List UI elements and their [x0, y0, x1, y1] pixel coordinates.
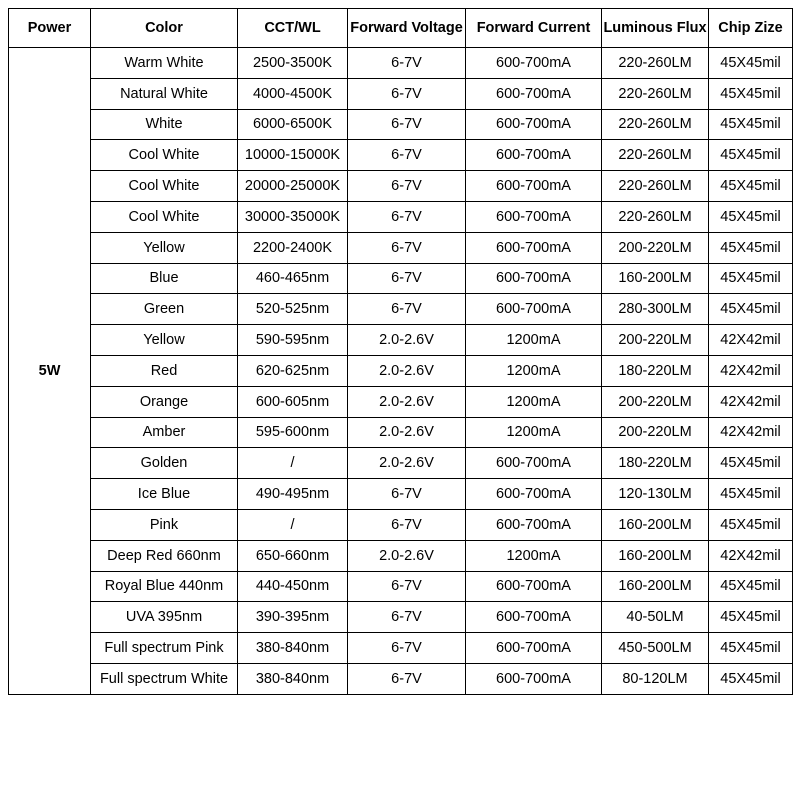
table-row: [9, 294, 793, 325]
chip-size-cell: 42X42mil: [709, 325, 793, 356]
cct-wl-cell: 460-465nm: [238, 263, 348, 294]
chip-size-cell: 45X45mil: [709, 232, 793, 263]
color-cell: Warm White: [91, 48, 238, 79]
forward-voltage-cell: 6-7V: [348, 294, 466, 325]
cct-wl-cell: 600-605nm: [238, 386, 348, 417]
color-cell: White: [91, 109, 238, 140]
cct-wl-cell: 520-525nm: [238, 294, 348, 325]
header-color: Color: [91, 9, 238, 48]
forward-current-cell: 600-700mA: [466, 571, 602, 602]
forward-voltage-cell: 6-7V: [348, 48, 466, 79]
cct-wl-cell: 30000-35000K: [238, 201, 348, 232]
forward-voltage-cell: 6-7V: [348, 571, 466, 602]
forward-voltage-cell: 6-7V: [348, 602, 466, 633]
color-cell: Cool White: [91, 171, 238, 202]
color-cell: Golden: [91, 448, 238, 479]
luminous-flux-cell: 180-220LM: [602, 355, 709, 386]
table-header: [9, 9, 793, 48]
table-row: [9, 509, 793, 540]
header-power: Power: [9, 9, 91, 48]
cct-wl-cell: 490-495nm: [238, 479, 348, 510]
table-row: [9, 325, 793, 356]
forward-current-cell: 600-700mA: [466, 78, 602, 109]
table-row: [9, 417, 793, 448]
color-cell: Pink: [91, 509, 238, 540]
cct-wl-cell: 620-625nm: [238, 355, 348, 386]
forward-current-cell: 1200mA: [466, 386, 602, 417]
cct-wl-cell: 4000-4500K: [238, 78, 348, 109]
chip-size-cell: 45X45mil: [709, 571, 793, 602]
table-row: [9, 48, 793, 79]
luminous-flux-cell: 200-220LM: [602, 232, 709, 263]
table-row: [9, 78, 793, 109]
forward-current-cell: 1200mA: [466, 355, 602, 386]
forward-voltage-cell: 6-7V: [348, 78, 466, 109]
forward-current-cell: 1200mA: [466, 417, 602, 448]
forward-current-cell: 600-700mA: [466, 479, 602, 510]
color-cell: Royal Blue 440nm: [91, 571, 238, 602]
table-row: [9, 386, 793, 417]
chip-size-cell: 45X45mil: [709, 479, 793, 510]
cct-wl-cell: 20000-25000K: [238, 171, 348, 202]
forward-voltage-cell: 6-7V: [348, 479, 466, 510]
forward-current-cell: 1200mA: [466, 540, 602, 571]
color-cell: Orange: [91, 386, 238, 417]
chip-size-cell: 45X45mil: [709, 633, 793, 664]
table-row: [9, 171, 793, 202]
table-row: [9, 479, 793, 510]
color-cell: Amber: [91, 417, 238, 448]
header-cct-wl: CCT/WL: [238, 9, 348, 48]
forward-voltage-cell: 2.0-2.6V: [348, 417, 466, 448]
chip-size-cell: 45X45mil: [709, 140, 793, 171]
forward-current-cell: 600-700mA: [466, 48, 602, 79]
header-row: [9, 9, 793, 48]
chip-size-cell: 45X45mil: [709, 448, 793, 479]
cct-wl-cell: /: [238, 448, 348, 479]
color-cell: Ice Blue: [91, 479, 238, 510]
color-cell: Deep Red 660nm: [91, 540, 238, 571]
luminous-flux-cell: 160-200LM: [602, 263, 709, 294]
chip-size-cell: 45X45mil: [709, 663, 793, 694]
header-chip-size: Chip Zize: [709, 9, 793, 48]
chip-size-cell: 45X45mil: [709, 263, 793, 294]
forward-current-cell: 600-700mA: [466, 633, 602, 664]
forward-voltage-cell: 6-7V: [348, 232, 466, 263]
forward-voltage-cell: 6-7V: [348, 140, 466, 171]
color-cell: Green: [91, 294, 238, 325]
forward-voltage-cell: 6-7V: [348, 171, 466, 202]
color-cell: UVA 395nm: [91, 602, 238, 633]
table-row: [9, 201, 793, 232]
chip-size-cell: 42X42mil: [709, 386, 793, 417]
forward-current-cell: 600-700mA: [466, 448, 602, 479]
chip-size-cell: 45X45mil: [709, 48, 793, 79]
forward-current-cell: 600-700mA: [466, 294, 602, 325]
chip-size-cell: 45X45mil: [709, 109, 793, 140]
forward-current-cell: 600-700mA: [466, 602, 602, 633]
chip-size-cell: 45X45mil: [709, 171, 793, 202]
cct-wl-cell: 595-600nm: [238, 417, 348, 448]
led-spec-table: [8, 8, 793, 695]
color-cell: Full spectrum White: [91, 663, 238, 694]
luminous-flux-cell: 160-200LM: [602, 540, 709, 571]
forward-current-cell: 1200mA: [466, 325, 602, 356]
chip-size-cell: 45X45mil: [709, 294, 793, 325]
luminous-flux-cell: 280-300LM: [602, 294, 709, 325]
color-cell: Red: [91, 355, 238, 386]
luminous-flux-cell: 220-260LM: [602, 201, 709, 232]
luminous-flux-cell: 160-200LM: [602, 571, 709, 602]
forward-current-cell: 600-700mA: [466, 109, 602, 140]
chip-size-cell: 45X45mil: [709, 602, 793, 633]
forward-current-cell: 600-700mA: [466, 663, 602, 694]
forward-current-cell: 600-700mA: [466, 509, 602, 540]
cct-wl-cell: 590-595nm: [238, 325, 348, 356]
cct-wl-cell: /: [238, 509, 348, 540]
chip-size-cell: 45X45mil: [709, 509, 793, 540]
forward-current-cell: 600-700mA: [466, 140, 602, 171]
luminous-flux-cell: 40-50LM: [602, 602, 709, 633]
forward-voltage-cell: 6-7V: [348, 201, 466, 232]
luminous-flux-cell: 200-220LM: [602, 325, 709, 356]
table-row: [9, 663, 793, 694]
luminous-flux-cell: 220-260LM: [602, 48, 709, 79]
cct-wl-cell: 380-840nm: [238, 633, 348, 664]
color-cell: Cool White: [91, 140, 238, 171]
power-cell: 5W: [9, 48, 91, 695]
forward-current-cell: 600-700mA: [466, 263, 602, 294]
forward-current-cell: 600-700mA: [466, 201, 602, 232]
luminous-flux-cell: 160-200LM: [602, 509, 709, 540]
cct-wl-cell: 440-450nm: [238, 571, 348, 602]
chip-size-cell: 45X45mil: [709, 201, 793, 232]
table-row: [9, 232, 793, 263]
header-forward-current: Forward Current: [466, 9, 602, 48]
forward-voltage-cell: 2.0-2.6V: [348, 448, 466, 479]
luminous-flux-cell: 220-260LM: [602, 109, 709, 140]
forward-voltage-cell: 6-7V: [348, 509, 466, 540]
color-cell: Full spectrum Pink: [91, 633, 238, 664]
cct-wl-cell: 2200-2400K: [238, 232, 348, 263]
forward-voltage-cell: 2.0-2.6V: [348, 540, 466, 571]
cct-wl-cell: 6000-6500K: [238, 109, 348, 140]
forward-current-cell: 600-700mA: [466, 232, 602, 263]
cct-wl-cell: 390-395nm: [238, 602, 348, 633]
luminous-flux-cell: 200-220LM: [602, 386, 709, 417]
table-body: [9, 48, 793, 695]
forward-voltage-cell: 2.0-2.6V: [348, 386, 466, 417]
table-row: [9, 571, 793, 602]
cct-wl-cell: 380-840nm: [238, 663, 348, 694]
header-luminous-flux: Luminous Flux: [602, 9, 709, 48]
table-row: [9, 355, 793, 386]
table-row: [9, 448, 793, 479]
color-cell: Yellow: [91, 232, 238, 263]
forward-voltage-cell: 6-7V: [348, 109, 466, 140]
forward-voltage-cell: 6-7V: [348, 263, 466, 294]
table-row: [9, 540, 793, 571]
luminous-flux-cell: 120-130LM: [602, 479, 709, 510]
cct-wl-cell: 2500-3500K: [238, 48, 348, 79]
color-cell: Natural White: [91, 78, 238, 109]
chip-size-cell: 42X42mil: [709, 355, 793, 386]
table-row: [9, 602, 793, 633]
table-row: [9, 140, 793, 171]
color-cell: Yellow: [91, 325, 238, 356]
table-row: [9, 109, 793, 140]
color-cell: Cool White: [91, 201, 238, 232]
chip-size-cell: 42X42mil: [709, 540, 793, 571]
chip-size-cell: 45X45mil: [709, 78, 793, 109]
table-row: [9, 633, 793, 664]
header-forward-voltage: Forward Voltage: [348, 9, 466, 48]
table-row: [9, 263, 793, 294]
color-cell: Blue: [91, 263, 238, 294]
forward-current-cell: 600-700mA: [466, 171, 602, 202]
forward-voltage-cell: 6-7V: [348, 633, 466, 664]
forward-voltage-cell: 2.0-2.6V: [348, 355, 466, 386]
luminous-flux-cell: 220-260LM: [602, 171, 709, 202]
luminous-flux-cell: 180-220LM: [602, 448, 709, 479]
cct-wl-cell: 650-660nm: [238, 540, 348, 571]
cct-wl-cell: 10000-15000K: [238, 140, 348, 171]
luminous-flux-cell: 200-220LM: [602, 417, 709, 448]
luminous-flux-cell: 220-260LM: [602, 78, 709, 109]
luminous-flux-cell: 450-500LM: [602, 633, 709, 664]
chip-size-cell: 42X42mil: [709, 417, 793, 448]
forward-voltage-cell: 2.0-2.6V: [348, 325, 466, 356]
luminous-flux-cell: 80-120LM: [602, 663, 709, 694]
luminous-flux-cell: 220-260LM: [602, 140, 709, 171]
forward-voltage-cell: 6-7V: [348, 663, 466, 694]
